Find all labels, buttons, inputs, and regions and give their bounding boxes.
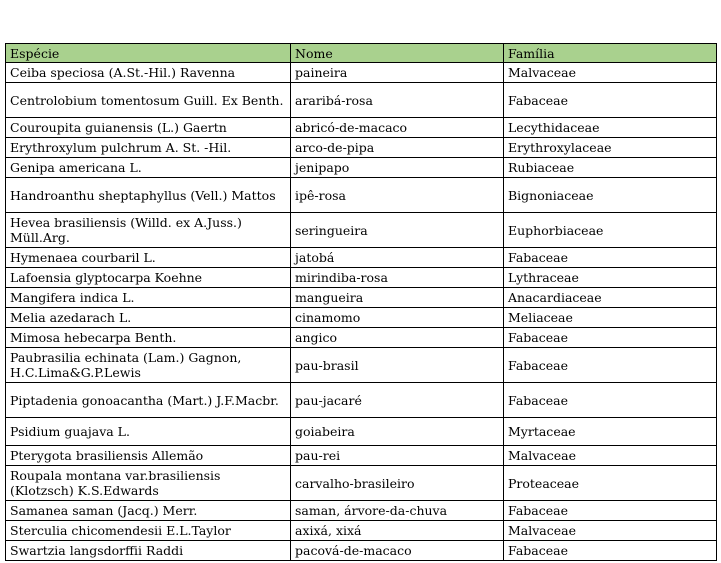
common-name-cell: pau-rei	[291, 446, 504, 466]
family-cell: Lecythidaceae	[504, 118, 717, 138]
family-cell: Malvaceae	[504, 521, 717, 541]
common-name-cell: abricó-de-macaco	[291, 118, 504, 138]
family-cell: Fabaceae	[504, 348, 717, 383]
table-row	[6, 466, 717, 501]
species-cell: Paubrasilia echinata (Lam.) Gagnon, H.C.Lima&G.P.Lewis	[6, 348, 291, 383]
table-row	[6, 248, 717, 268]
table-row	[6, 418, 717, 446]
table-row	[6, 308, 717, 328]
common-name-cell: paineira	[291, 63, 504, 83]
family-cell: Euphorbiaceae	[504, 213, 717, 248]
table-row	[6, 138, 717, 158]
species-cell: Lafoensia glyptocarpa Koehne	[6, 268, 291, 288]
table-row	[6, 383, 717, 418]
species-cell: Mangifera indica L.	[6, 288, 291, 308]
species-cell: Hymenaea courbaril L.	[6, 248, 291, 268]
common-name-cell: goiabeira	[291, 418, 504, 446]
species-cell: Roupala montana var.brasiliensis (Klotzsch) K.S.Edwards	[6, 466, 291, 501]
common-name-cell: pacová-de-macaco	[291, 541, 504, 561]
species-cell: Swartzia langsdorffii Raddi	[6, 541, 291, 561]
common-name-cell: cinamomo	[291, 308, 504, 328]
table-row	[6, 63, 717, 83]
common-name-cell: mirindiba-rosa	[291, 268, 504, 288]
common-name-cell: axixá, xixá	[291, 521, 504, 541]
common-name-cell: seringueira	[291, 213, 504, 248]
common-name-cell: saman, árvore-da-chuva	[291, 501, 504, 521]
family-cell: Fabaceae	[504, 383, 717, 418]
species-cell: Couroupita guianensis (L.) Gaertn	[6, 118, 291, 138]
header-nome: Nome	[291, 44, 504, 63]
family-cell: Malvaceae	[504, 63, 717, 83]
table-body	[6, 44, 717, 561]
family-cell: Myrtaceae	[504, 418, 717, 446]
table-row	[6, 118, 717, 138]
family-cell: Proteaceae	[504, 466, 717, 501]
table-row	[6, 213, 717, 248]
species-cell: Centrolobium tomentosum Guill. Ex Benth.	[6, 83, 291, 118]
family-cell: Meliaceae	[504, 308, 717, 328]
species-cell: Genipa americana L.	[6, 158, 291, 178]
family-cell: Rubiaceae	[504, 158, 717, 178]
family-cell: Fabaceae	[504, 328, 717, 348]
species-cell: Hevea brasiliensis (Willd. ex A.Juss.) Müll.Arg.	[6, 213, 291, 248]
common-name-cell: pau-jacaré	[291, 383, 504, 418]
family-cell: Fabaceae	[504, 83, 717, 118]
common-name-cell: mangueira	[291, 288, 504, 308]
common-name-cell: carvalho-brasileiro	[291, 466, 504, 501]
table-row	[6, 521, 717, 541]
species-cell: Ceiba speciosa (A.St.-Hil.) Ravenna	[6, 63, 291, 83]
table-row	[6, 501, 717, 521]
table-row	[6, 541, 717, 561]
family-cell: Fabaceae	[504, 541, 717, 561]
common-name-cell: jenipapo	[291, 158, 504, 178]
species-table	[5, 43, 717, 561]
table-row	[6, 178, 717, 213]
species-cell: Handroanthu sheptaphyllus (Vell.) Mattos	[6, 178, 291, 213]
header-especie: Espécie	[6, 44, 291, 63]
common-name-cell: angico	[291, 328, 504, 348]
common-name-cell: jatobá	[291, 248, 504, 268]
common-name-cell: araribá-rosa	[291, 83, 504, 118]
table-row	[6, 348, 717, 383]
header-familia: Família	[504, 44, 717, 63]
species-cell: Sterculia chicomendesii E.L.Taylor	[6, 521, 291, 541]
species-cell: Mimosa hebecarpa Benth.	[6, 328, 291, 348]
species-cell: Samanea saman (Jacq.) Merr.	[6, 501, 291, 521]
species-cell: Psidium guajava L.	[6, 418, 291, 446]
table-row	[6, 83, 717, 118]
species-cell: Piptadenia gonoacantha (Mart.) J.F.Macbr.	[6, 383, 291, 418]
table-row	[6, 288, 717, 308]
species-cell: Melia azedarach L.	[6, 308, 291, 328]
family-cell: Erythroxylaceae	[504, 138, 717, 158]
species-cell: Erythroxylum pulchrum A. St. -Hil.	[6, 138, 291, 158]
common-name-cell: pau-brasil	[291, 348, 504, 383]
species-cell: Pterygota brasiliensis Allemão	[6, 446, 291, 466]
family-cell: Fabaceae	[504, 248, 717, 268]
table-row	[6, 268, 717, 288]
family-cell: Bignoniaceae	[504, 178, 717, 213]
table-row	[6, 328, 717, 348]
common-name-cell: ipê-rosa	[291, 178, 504, 213]
header-row	[6, 44, 717, 63]
table-row	[6, 158, 717, 178]
family-cell: Malvaceae	[504, 446, 717, 466]
family-cell: Lythraceae	[504, 268, 717, 288]
family-cell: Anacardiaceae	[504, 288, 717, 308]
family-cell: Fabaceae	[504, 501, 717, 521]
common-name-cell: arco-de-pipa	[291, 138, 504, 158]
table-row	[6, 446, 717, 466]
